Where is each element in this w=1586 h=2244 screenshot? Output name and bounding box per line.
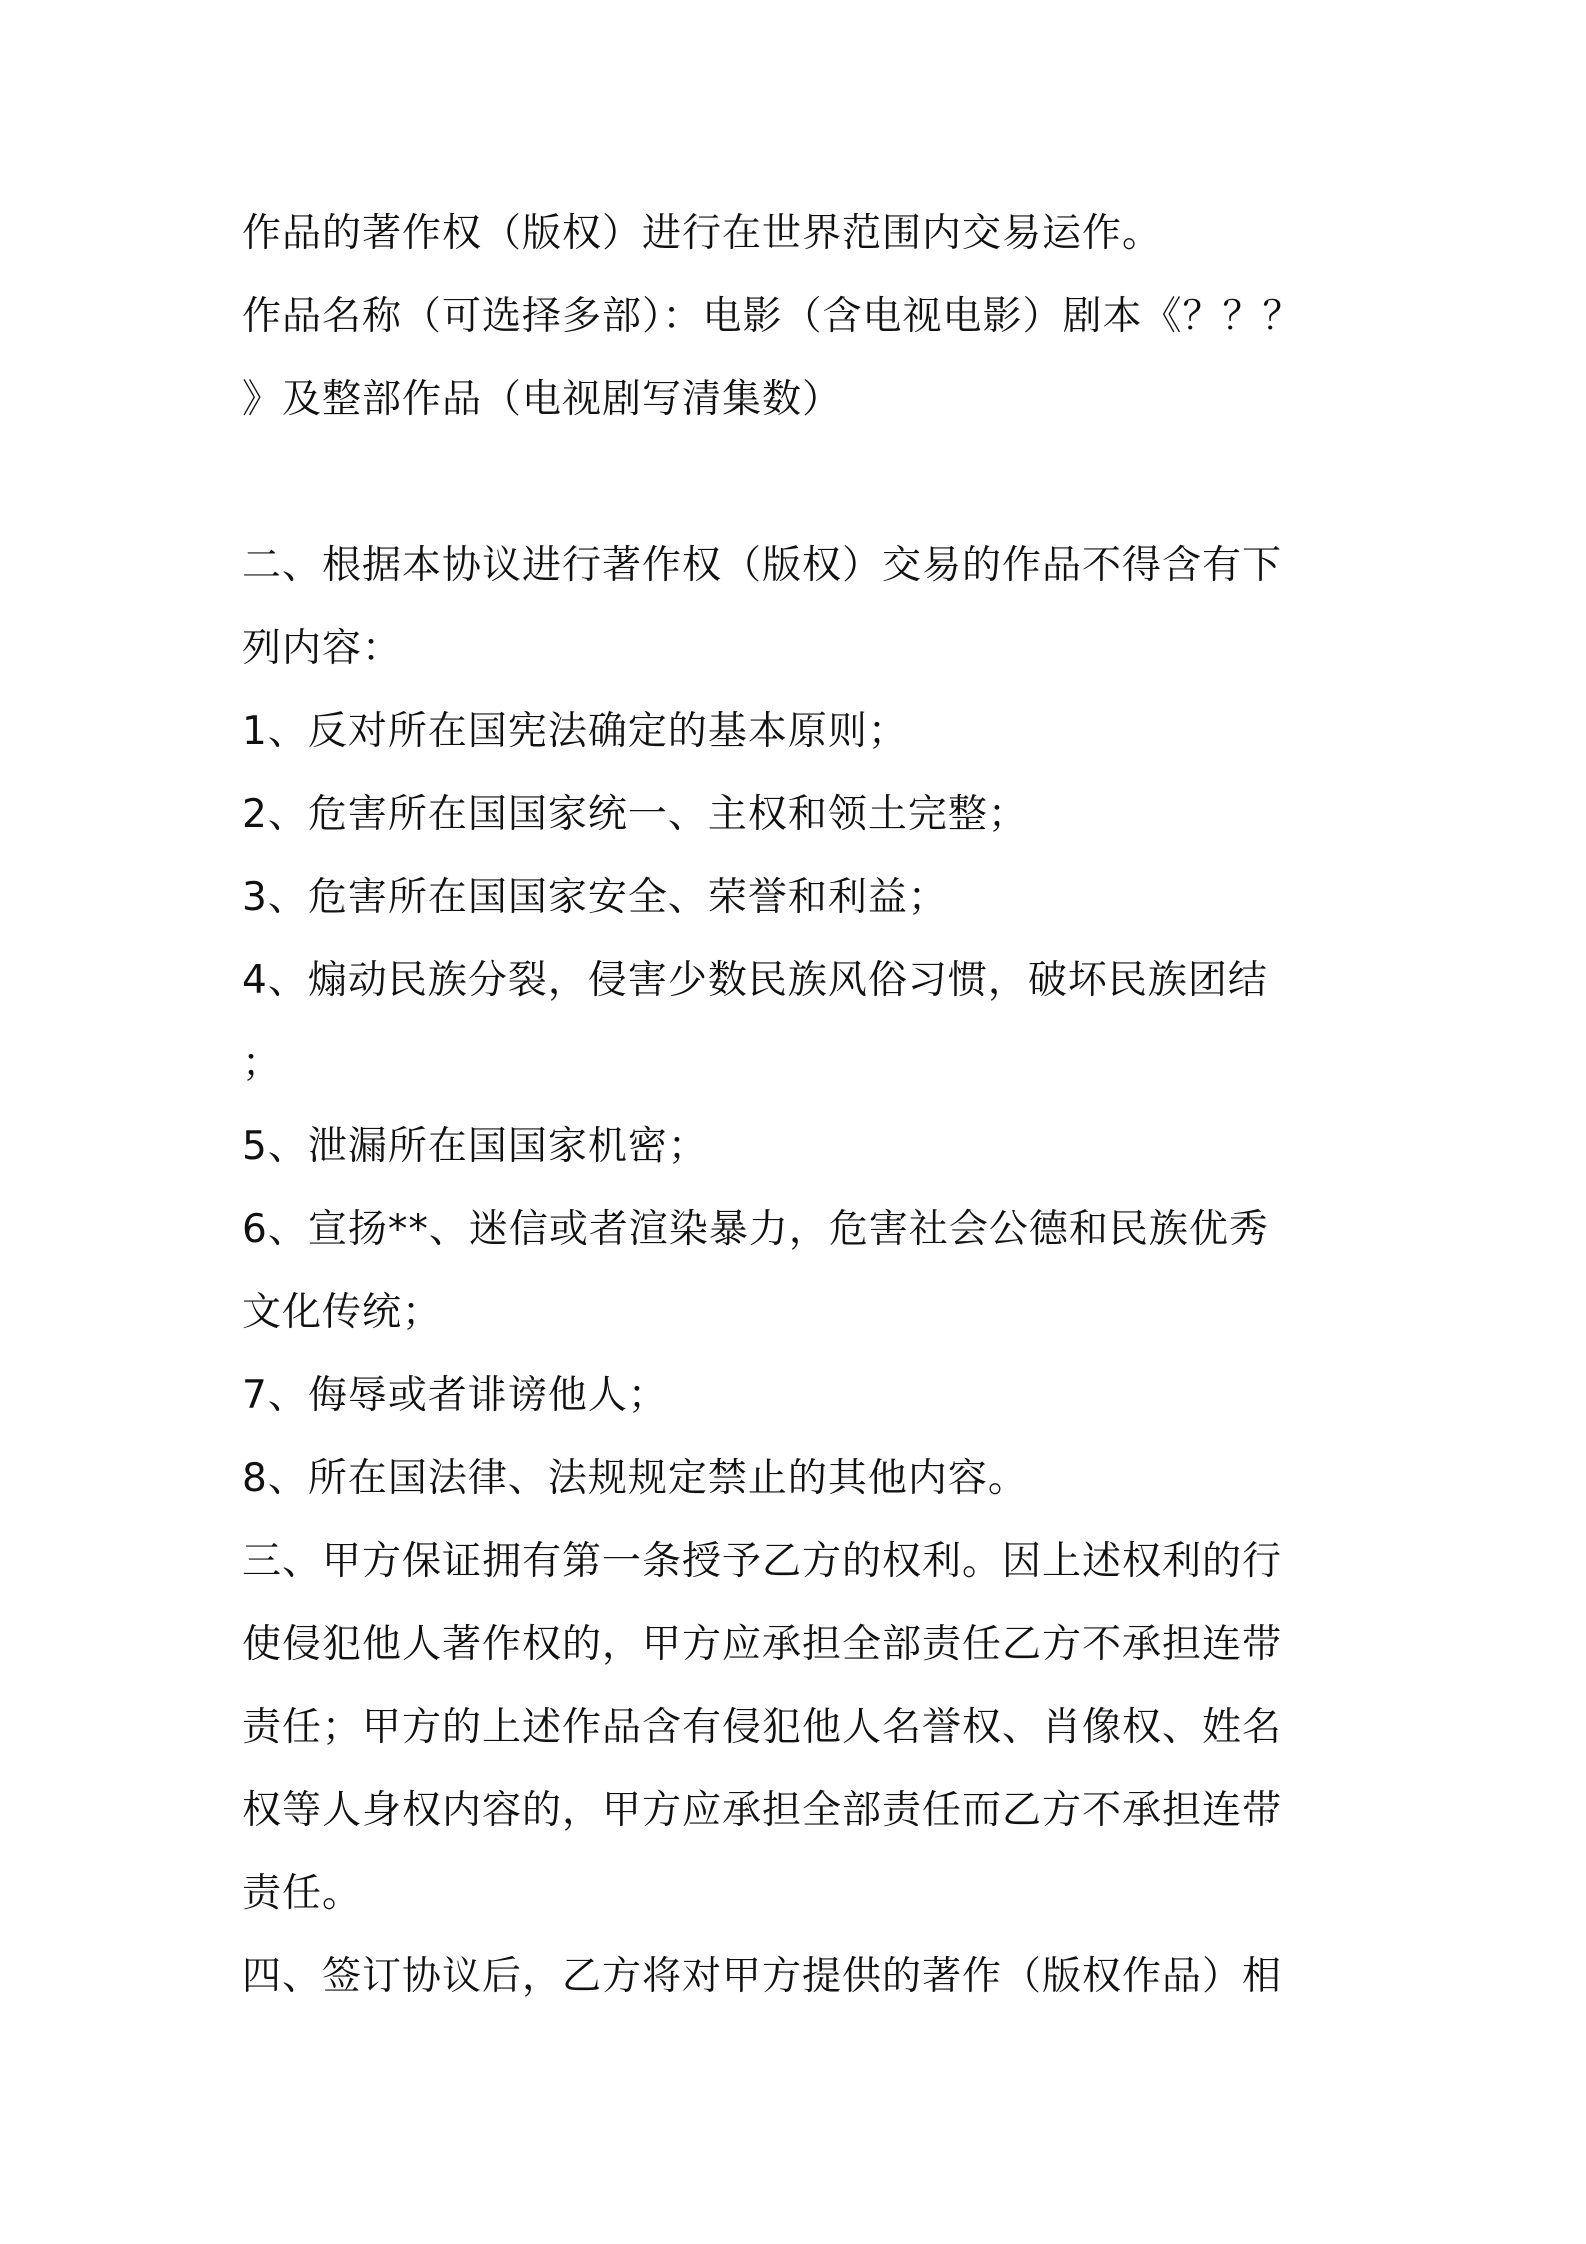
text-line: 责任。 <box>242 1871 363 1916</box>
list-item: 1、反对所在国宪法确定的基本原则； <box>242 709 908 754</box>
text-line: 使侵犯他人著作权的，甲方应承担全部责任乙方不承担连带 <box>242 1622 1283 1667</box>
text-line: 责任；甲方的上述作品含有侵犯他人名誉权、肖像权、姓名 <box>242 1705 1283 1750</box>
section-four-line: 四、签订协议后，乙方将对甲方提供的著作（版权作品）相 <box>242 1954 1283 1999</box>
text-line: 作品的著作权（版权）进行在世界范围内交易运作。 <box>242 211 1163 256</box>
text-line: 权等人身权内容的，甲方应承担全部责任而乙方不承担连带 <box>242 1788 1283 1833</box>
list-item: 5、泄漏所在国国家机密； <box>242 1124 708 1169</box>
list-item-continuation: 文化传统； <box>242 1290 443 1335</box>
section-three-line: 三、甲方保证拥有第一条授予乙方的权利。因上述权利的行 <box>242 1539 1283 1584</box>
list-item: 7、侮辱或者诽谤他人； <box>242 1373 668 1418</box>
section-two-heading-line: 二、根据本协议进行著作权（版权）交易的作品不得含有下 <box>242 543 1283 588</box>
list-item: 8、所在国法律、法规规定禁止的其他内容。 <box>242 1456 1028 1501</box>
text-line: 作品名称（可选择多部）：电影（含电视电影）剧本《？？？ <box>242 294 1303 339</box>
list-item: 2、危害所在国国家统一、主权和领土完整； <box>242 792 1028 837</box>
list-item-continuation: ； <box>242 1041 283 1086</box>
text-line: 列内容： <box>242 626 403 671</box>
list-item: 4、煽动民族分裂，侵害少数民族风俗习惯，破坏民族团结 <box>242 958 1268 1003</box>
document-body <box>242 192 1357 2018</box>
text-line: 》及整部作品（电视剧写清集数） <box>242 377 843 422</box>
list-item: 3、危害所在国国家安全、荣誉和利益； <box>242 875 948 920</box>
list-item: 6、宣扬**、迷信或者渲染暴力，危害社会公德和民族优秀 <box>242 1207 1269 1252</box>
blank-line <box>242 441 1357 524</box>
